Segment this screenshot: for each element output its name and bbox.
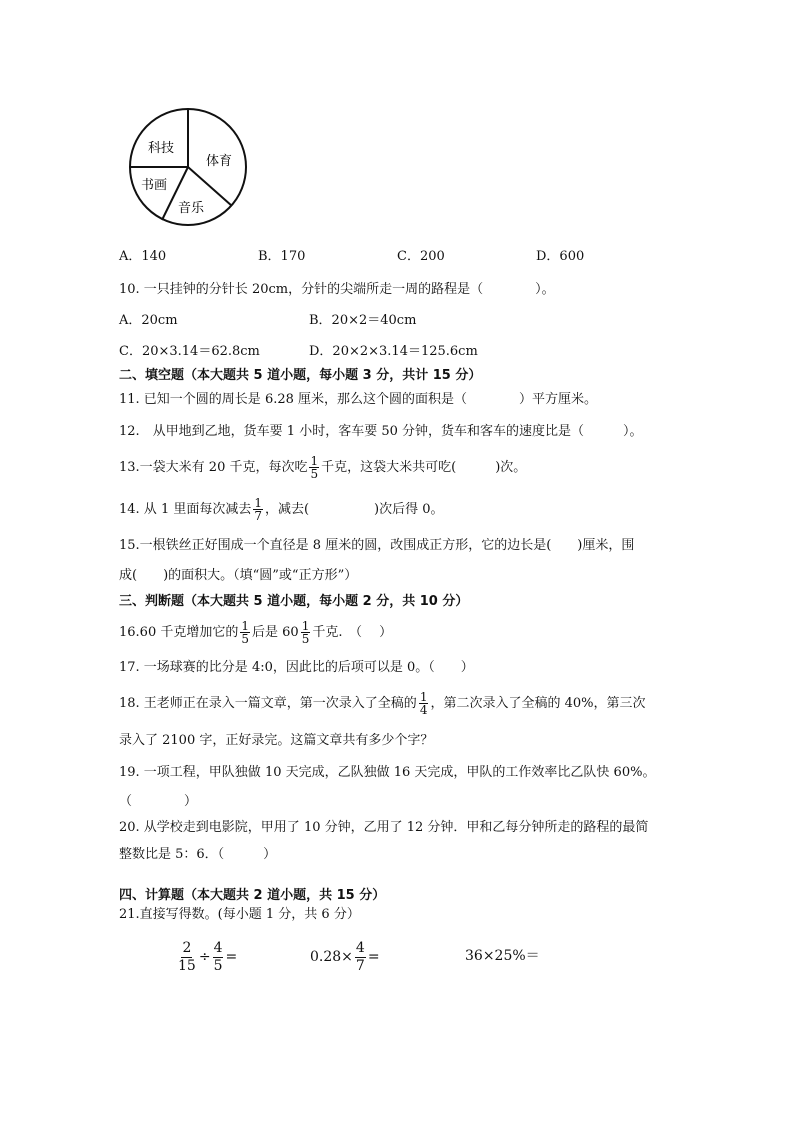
section4-title: 四、计算题（本大题共 2 道小题，共 15 分） <box>119 888 386 903</box>
q9-option-c: C．200 <box>397 249 445 264</box>
q18-line1 <box>119 690 645 718</box>
q18-frac-num: 1 <box>419 690 428 704</box>
q16-post: 千克. （ ） <box>312 625 393 640</box>
pie-label-music: 音乐 <box>178 201 205 216</box>
q10-text: 10. 一只挂钟的分针长 20cm，分针的尖端所走一周的路程是（ ）。 <box>119 282 555 297</box>
q12-text: 12. 从甲地到乙地，货车要 1 小时，客车要 50 分钟，货车和客车的速度比是（ ）。 <box>119 424 643 439</box>
q18-line2: 录入了 2100 字，正好录完。这篇文章共有多少个字？ <box>119 733 434 748</box>
e1-frac2-den: 5 <box>213 957 223 974</box>
e2-frac-den: 7 <box>355 957 365 974</box>
q10-option-d: D．20×2×3.14＝125.6cm <box>309 344 478 359</box>
q20-line2: 整数比是 5：6．（ ） <box>119 847 277 862</box>
q15-line2: 成( )的面积大。（填“圆”或“正方形”） <box>119 568 358 583</box>
q16-fraction <box>240 620 250 645</box>
q16-frac-den: 5 <box>241 632 249 646</box>
q13-fraction <box>309 455 319 480</box>
q16-frac-num: 1 <box>241 619 249 633</box>
q11-text: 11. 已知一个圆的周长是 6.28 厘米，那么这个圆的面积是（ ）平方厘米。 <box>119 392 598 407</box>
q16-frac2-den: 5 <box>301 632 310 646</box>
q20-line1: 20. 从学校走到电影院，甲用了 10 分钟，乙用了 12 分钟．甲和乙每分钟所走的路程的最简 <box>119 820 649 835</box>
q13-frac-num: 1 <box>310 454 319 468</box>
e1-fraction-2 <box>213 940 224 975</box>
q14-text <box>119 496 444 524</box>
e1-frac1-num: 2 <box>182 939 192 956</box>
pie-label-sport: 体育 <box>206 154 233 169</box>
pie-label-art: 书画 <box>141 178 168 193</box>
q9-option-b: B．170 <box>258 249 306 264</box>
q16-frac2-num: 1 <box>301 619 310 633</box>
q9-option-a: A．140 <box>119 249 167 264</box>
q13-text <box>119 454 526 482</box>
e2-fraction <box>355 940 366 975</box>
calc-expression-2 <box>310 938 380 976</box>
calc-expression-1 <box>175 938 237 976</box>
q16-fraction-2 <box>301 620 311 645</box>
q19-text: 19. 一项工程，甲队独做 10 天完成，乙队独做 16 天完成，甲队的工作效率比乙队快 60%。 <box>119 765 656 780</box>
section3-title: 三、判断题（本大题共 5 道小题，每小题 2 分，共 10 分） <box>119 594 469 609</box>
q9-option-d: D．600 <box>536 249 585 264</box>
q14-frac-num: 1 <box>254 496 262 510</box>
q16-text <box>119 619 392 647</box>
q10-option-a: A．20cm <box>119 313 178 328</box>
q14-frac-den: 7 <box>254 509 262 523</box>
q16-pre: 16.60 千克增加它的 <box>119 625 239 640</box>
q14-post: ，减去( )次后得 0。 <box>264 502 444 517</box>
q14-fraction <box>253 497 263 522</box>
q10-option-b: B．20×2＝40cm <box>309 313 417 328</box>
q18-frac-den: 4 <box>419 703 428 717</box>
e2-frac-num: 4 <box>355 939 365 956</box>
calc-expression-3: 36×25%＝ <box>465 948 540 964</box>
q17-text: 17. 一场球赛的比分是 4:0，因此比的后项可以是 0。（ ） <box>119 660 474 675</box>
e1-frac2-num: 4 <box>213 939 223 956</box>
q18-post: ，第二次录入了全稿的 40%，第三次 <box>430 696 646 711</box>
pie-label-tech: 科技 <box>148 141 175 156</box>
q13-post: 千克，这袋大米共可吃( )次。 <box>321 460 527 475</box>
e1-fraction-1 <box>177 940 197 975</box>
e2-pre: 0.28× <box>310 949 353 965</box>
q13-frac-den: 5 <box>310 467 319 481</box>
section2-title: 二、填空题（本大题共 5 道小题，每小题 3 分，共计 15 分） <box>119 368 482 383</box>
q15-line1: 15.一根铁丝正好围成一个直径是 8 厘米的圆，改围成正方形，它的边长是( )厘米，围 <box>119 538 635 553</box>
q14-pre: 14. 从 1 里面每次减去 <box>119 502 252 517</box>
e1-frac1-den: 15 <box>178 957 196 974</box>
q19-blank: （ ） <box>119 794 198 809</box>
q21-text: 21.直接写得数。(每小题 1 分，共 6 分） <box>119 907 360 922</box>
e1-equals: = <box>225 949 238 965</box>
q10-option-c: C．20×3.14＝62.8cm <box>119 344 260 359</box>
e2-equals: = <box>367 949 380 965</box>
pie-chart <box>124 105 254 229</box>
q16-mid: 后是 60 <box>252 625 299 640</box>
e1-operator: ÷ <box>198 949 211 965</box>
q18-fraction <box>419 691 429 716</box>
q13-pre: 13.一袋大米有 20 千克，每次吃 <box>119 460 308 475</box>
q18-pre: 18. 王老师正在录入一篇文章，第一次录入了全稿的 <box>119 696 417 711</box>
